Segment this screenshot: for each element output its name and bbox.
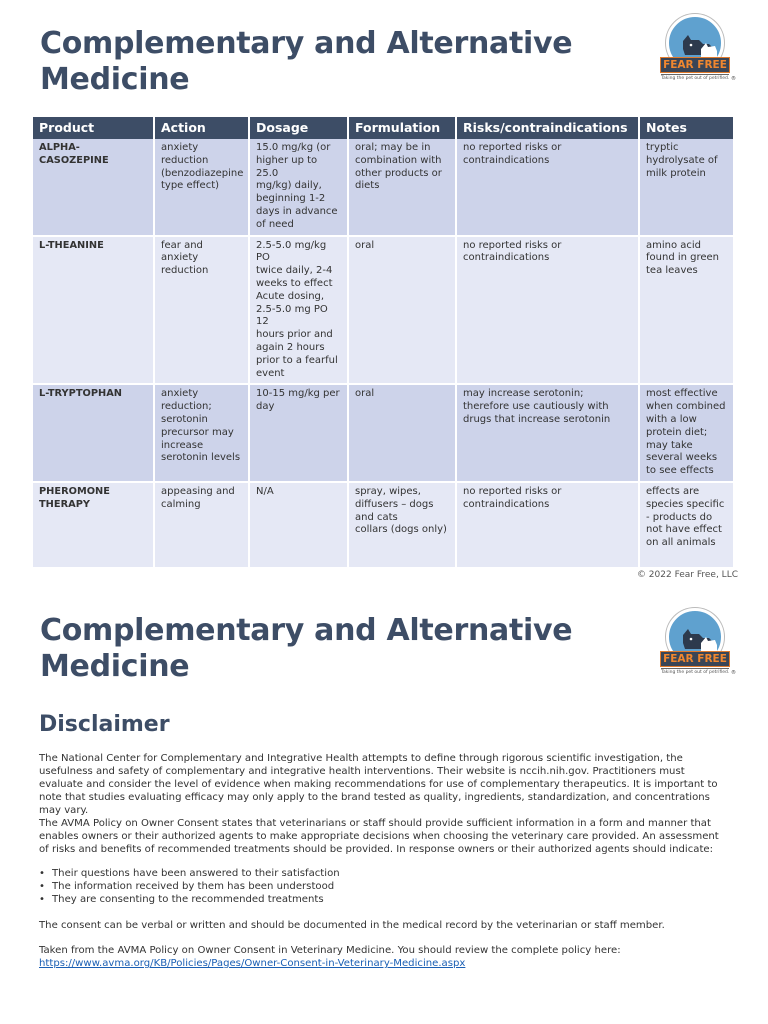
formulation-cell: spray, wipes, diffusers – dogs and cats collars (dogs only) <box>348 482 456 568</box>
product-cell: L-THEANINE <box>33 236 154 385</box>
formulation-cell: oral <box>348 384 456 482</box>
logo-tagline: Taking the pet out of petrified. <box>661 670 729 675</box>
product-cell: ALPHA-CASOZEPINE <box>33 139 154 236</box>
formulation-cell: oral <box>348 236 456 385</box>
column-header: Action <box>154 117 249 139</box>
dosage-cell: 15.0 mg/kg (or higher up to 25.0 mg/kg) daily, beginning 1-2 days in advance of need <box>249 139 348 236</box>
product-cell: PHEROMONE THERAPY <box>33 482 154 568</box>
formulation-cell: oral; may be in combination with other products or diets <box>348 139 456 236</box>
risks-cell: no reported risks or contraindications <box>456 139 639 236</box>
column-header: Risks/contraindications <box>456 117 639 139</box>
source-text: Taken from the AVMA Policy on Owner Consent in Veterinary Medicine. You should review the complete policy here: <box>39 945 621 956</box>
column-header: Notes <box>639 117 734 139</box>
dosage-cell: N/A <box>249 482 348 568</box>
dosage-cell: 2.5-5.0 mg/kg PO twice daily, 2-4 weeks to effect Acute dosing, 2.5-5.0 mg PO 12 hours prior and again 2 hours prior to a fearful event <box>249 236 348 385</box>
dosage-cell: 10-15 mg/kg per day <box>249 384 348 482</box>
action-cell: appeasing and calming <box>154 482 249 568</box>
registered-mark: ® <box>731 670 736 676</box>
disclaimer-heading: Disclaimer <box>39 712 170 737</box>
table-row <box>33 482 734 568</box>
product-cell: L-TRYPTOPHAN <box>33 384 154 482</box>
logo-brand-text: FEAR FREE <box>660 651 730 667</box>
list-item: • Their questions have been answered to their satisfaction <box>39 867 340 880</box>
table-row <box>33 139 734 236</box>
registered-mark: ® <box>731 76 736 82</box>
action-cell: anxiety reduction; serotonin precursor may increase serotonin levels <box>154 384 249 482</box>
table-row <box>33 384 734 482</box>
consent-paragraph: The AVMA Policy on Owner Consent states that veterinarians or staff should provide sufficient information in a form and manner that enables owners or their authorized agents to make appropriate decisions when choosing the veterinary care provided. An assessment of risks and benefits of recommended treatments should be provided. In response owners or their authorized agents should indicate: <box>39 818 719 855</box>
notes-cell: most effective when combined with a low protein diet; may take several weeks to see effects <box>639 384 734 482</box>
consent-list <box>39 867 340 906</box>
source-paragraph <box>39 944 729 970</box>
fear-free-logo <box>658 12 738 92</box>
table-header-row <box>33 117 734 139</box>
fear-free-logo <box>658 606 738 686</box>
avma-policy-link[interactable]: https://www.avma.org/KB/Policies/Pages/Owner-Consent-in-Veterinary-Medicine.aspx <box>39 958 466 969</box>
page-title: Complementary and Alternative Medicine <box>40 26 573 97</box>
action-cell: fear and anxiety reduction <box>154 236 249 385</box>
risks-cell: no reported risks or contraindications <box>456 482 639 568</box>
consent-documentation-paragraph: The consent can be verbal or written and should be documented in the medical record by the veterinarian or staff member. <box>39 920 665 931</box>
risks-cell: may increase serotonin; therefore use cautiously with drugs that increase serotonin <box>456 384 639 482</box>
copyright-notice: © 2022 Fear Free, LLC <box>636 570 738 580</box>
notes-cell: effects are species specific - products do not have effect on all animals <box>639 482 734 568</box>
notes-cell: amino acid found in green tea leaves <box>639 236 734 385</box>
table-row <box>33 236 734 385</box>
page-title: Complementary and Alternative Medicine <box>40 613 573 684</box>
column-header: Formulation <box>348 117 456 139</box>
logo-tagline: Taking the pet out of petrified. <box>661 76 729 81</box>
disclaimer-paragraph: The National Center for Complementary and Integrative Health attempts to define through rigorous scientific investigation, the usefulness and safety of complementary and integrative health interventions. Their website is nccih.nih.gov. Practitioners must evaluate and consider the level of evidence when making recommendations for use of complementary therapeutics. It is important to note that studies evaluating efficacy may only apply to the brand tested as quality, ingredients, standardization, and concentrations may vary. <box>39 753 718 816</box>
action-cell: anxiety reduction (benzodiazepine type effect) <box>154 139 249 236</box>
risks-cell: no reported risks or contraindications <box>456 236 639 385</box>
logo-brand-text: FEAR FREE <box>660 57 730 73</box>
cam-table <box>33 117 735 569</box>
list-item: • They are consenting to the recommended treatments <box>39 893 340 906</box>
list-item: • The information received by them has been understood <box>39 880 340 893</box>
column-header: Dosage <box>249 117 348 139</box>
notes-cell: tryptic hydrolysate of milk protein <box>639 139 734 236</box>
column-header: Product <box>33 117 154 139</box>
